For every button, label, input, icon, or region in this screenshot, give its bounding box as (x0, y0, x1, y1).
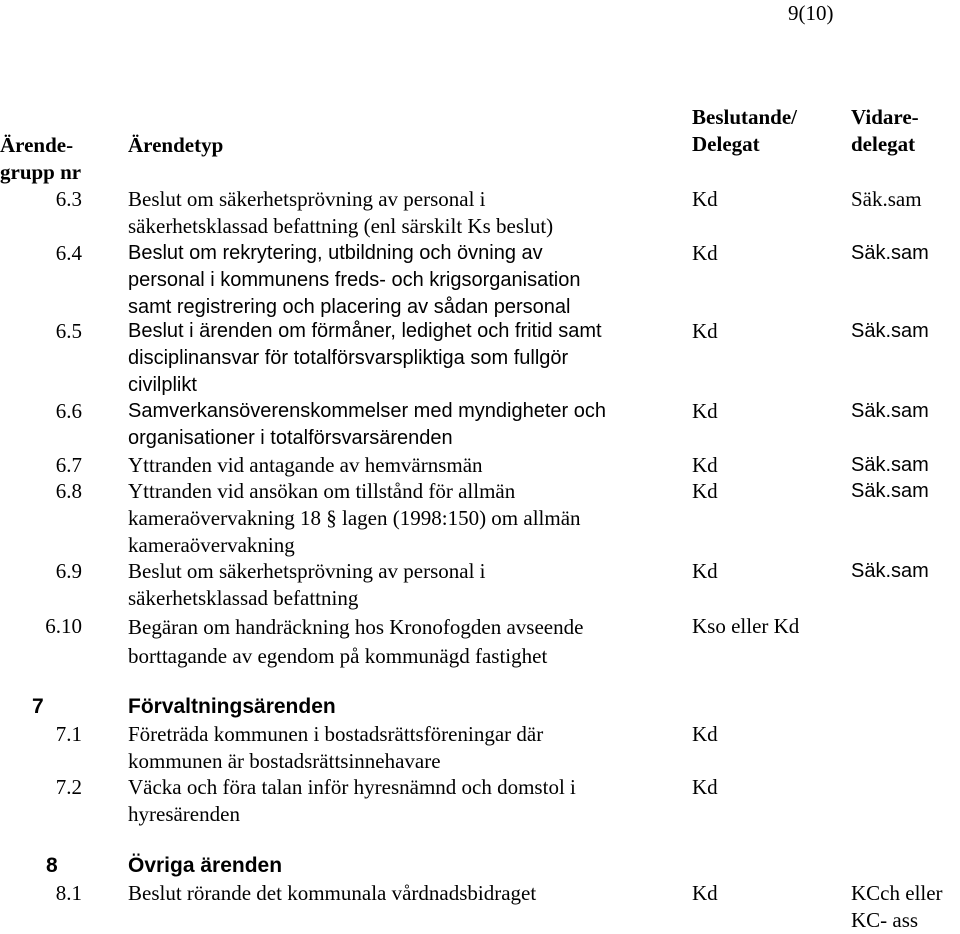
row-forward (851, 880, 943, 934)
row-decider: Kd (692, 479, 718, 503)
row-case-type (128, 880, 673, 907)
header-decider-line: Delegat (692, 132, 760, 156)
section-number: 7 (32, 695, 44, 718)
section-number: 8 (46, 854, 58, 877)
row-decider: Kd (692, 319, 718, 343)
row-decider: Kd (692, 722, 718, 746)
row-line: Beslut om säkerhetsprövning av personal i (128, 187, 486, 211)
header-decider-line: Beslutande/ (692, 105, 798, 129)
row-line: kameraövervakning 18 § lagen (1998:150) om allmän (128, 506, 581, 530)
header-group-line: Ärende- (0, 133, 74, 157)
row-forward: Säk.sam (851, 187, 922, 211)
row-case-type (128, 452, 673, 479)
row-case-type (128, 774, 673, 828)
row-number: 6.5 (55, 319, 82, 343)
row-forward: Säk.sam (851, 454, 929, 476)
row-number: 6.6 (55, 399, 82, 423)
row-line: Väcka och föra talan inför hyresnämnd och domstol i (128, 775, 576, 799)
row-line: Begäran om handräckning hos Kronofogden avseende (128, 615, 584, 639)
row-decider: Kd (692, 241, 718, 265)
row-line: säkerhetsklassad befattning (enl särskilt Ks beslut) (128, 214, 554, 238)
row-forward: Säk.sam (851, 320, 929, 342)
row-line: borttagande av egendom på kommunägd fastighet (128, 644, 548, 668)
row-number: 6.8 (55, 479, 82, 503)
row-line: Yttranden vid ansökan om tillstånd för allmän (128, 479, 516, 503)
row-forward-line: KC- ass (851, 908, 919, 932)
row-line: personal i kommunens freds- och krigsorganisation (128, 269, 581, 291)
row-decider: Kd (692, 187, 718, 211)
row-number: 7.1 (55, 722, 82, 746)
row-line: Beslut rörande det kommunala vårdnadsbidraget (128, 881, 537, 905)
row-decider: Kd (692, 453, 718, 477)
header-forward-line: delegat (851, 132, 916, 156)
header-forward-delegate (851, 104, 919, 158)
row-number: 7.2 (55, 775, 82, 799)
row-forward-line: KCch eller (851, 881, 943, 905)
row-line: Yttranden vid antagande av hemvärnsmän (128, 453, 483, 477)
header-decider (692, 104, 797, 158)
row-case-type (128, 398, 673, 452)
row-case-type (128, 240, 673, 321)
page-number: 9(10) (788, 1, 834, 25)
header-forward-line: Vidare- (851, 105, 919, 129)
row-line: Beslut om säkerhetsprövning av personal i (128, 559, 486, 583)
header-group-line: grupp nr (0, 160, 82, 184)
row-line: hyresärenden (128, 802, 240, 826)
row-number: 6.4 (55, 241, 82, 265)
row-line: kameraövervakning (128, 533, 295, 557)
header-group-number (0, 132, 81, 186)
row-number: 6.9 (55, 559, 82, 583)
header-case-type: Ärendetyp (128, 133, 224, 157)
row-line: disciplinansvar för totalförsvarspliktiga som fullgör (128, 347, 569, 369)
row-line: civilplikt (128, 374, 197, 396)
row-decider: Kd (692, 399, 718, 423)
row-line: kommunen är bostadsrättsinnehavare (128, 749, 441, 773)
row-decider: Kd (692, 559, 718, 583)
row-line: säkerhetsklassad befattning (128, 586, 359, 610)
row-line: Beslut i ärenden om förmåner, ledighet och fritid samt (128, 320, 602, 342)
row-decider: Kso eller Kd (692, 614, 800, 638)
row-decider: Kd (692, 775, 718, 799)
row-decider: Kd (692, 881, 718, 905)
row-forward: Säk.sam (851, 242, 929, 264)
row-number: 6.3 (55, 187, 82, 211)
row-line: Företräda kommunen i bostadsrättsföreningar där (128, 722, 544, 746)
row-line: Beslut om rekrytering, utbildning och övning av (128, 242, 543, 264)
row-forward: Säk.sam (851, 480, 929, 502)
row-case-type (128, 558, 673, 612)
row-line: samt registrering och placering av sådan personal (128, 296, 571, 318)
row-line: organisationer i totalförsvarsärenden (128, 427, 453, 449)
row-number: 6.7 (55, 453, 82, 477)
row-line: Samverkansöverenskommelser med myndigheter och (128, 400, 606, 422)
row-case-type (128, 721, 673, 775)
row-forward: Säk.sam (851, 400, 929, 422)
row-case-type (128, 318, 673, 399)
section-title: Övriga ärenden (128, 854, 283, 877)
section-title: Förvaltningsärenden (128, 695, 336, 718)
row-number: 8.1 (55, 881, 82, 905)
row-case-type (128, 613, 673, 671)
row-case-type (128, 186, 673, 240)
row-number: 6.10 (45, 614, 82, 638)
row-forward: Säk.sam (851, 560, 929, 582)
row-case-type (128, 478, 673, 559)
